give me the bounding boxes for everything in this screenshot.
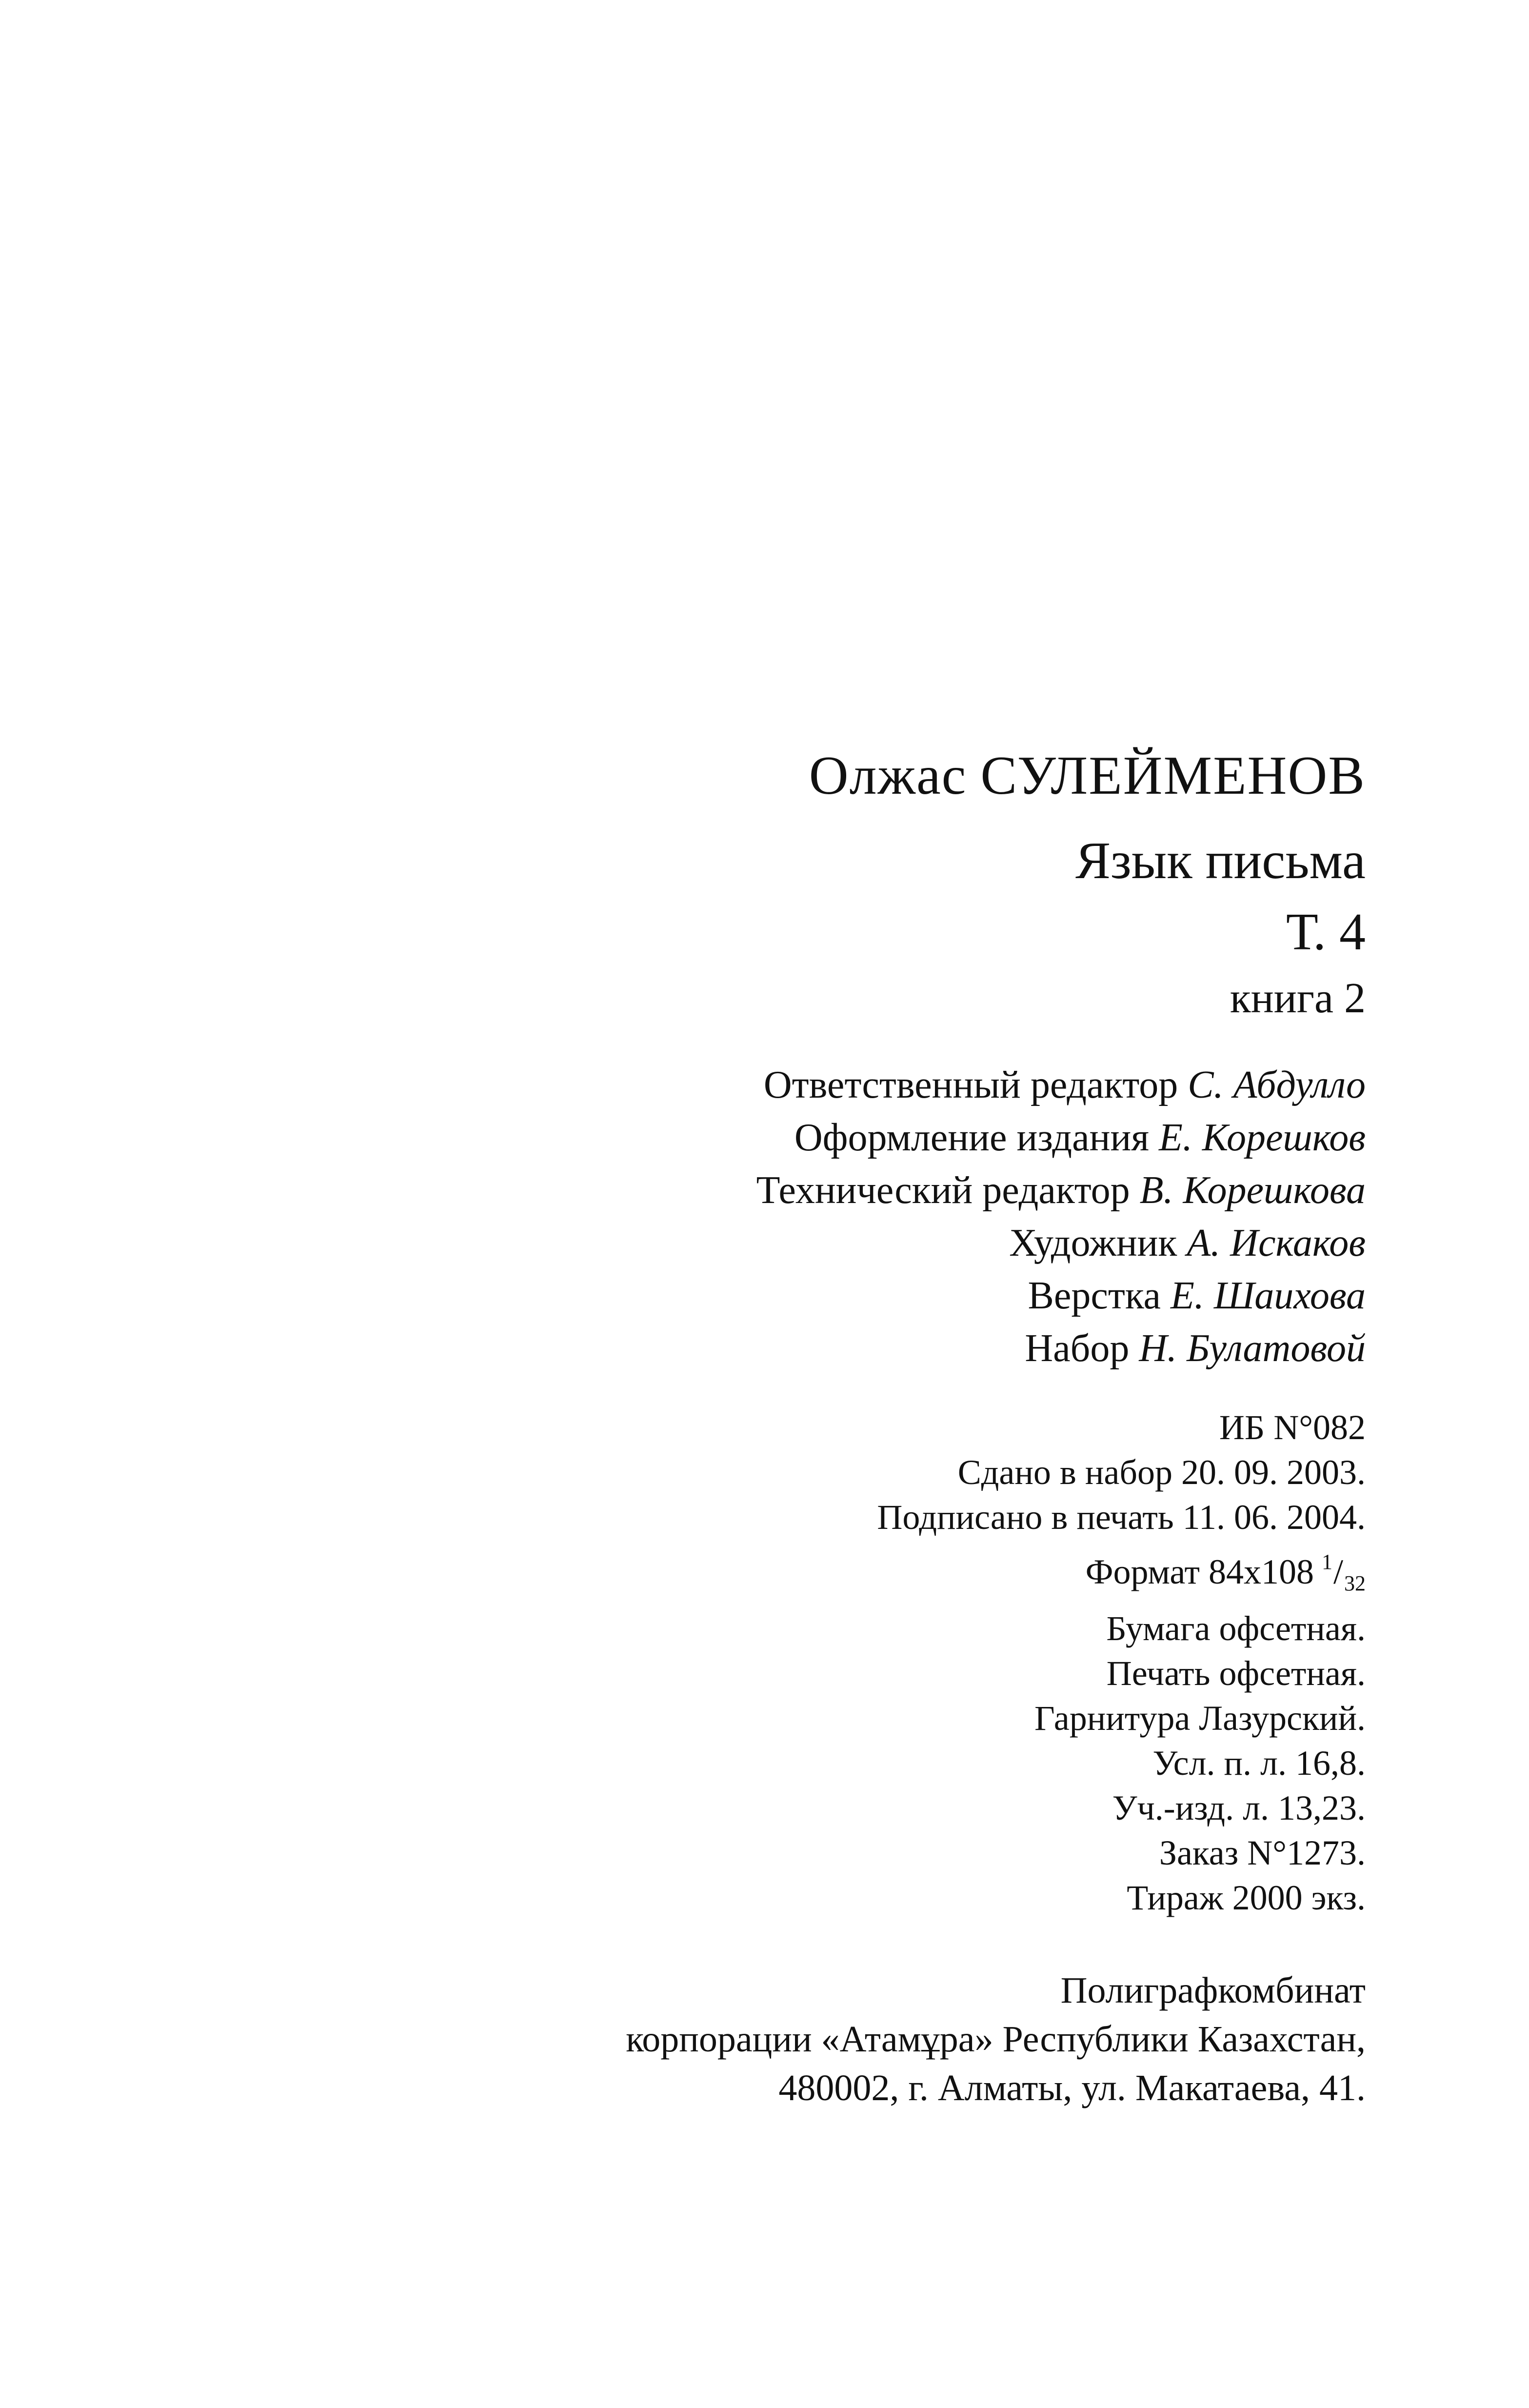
sent-to-typesetting: Сдано в набор 20. 09. 2003. [957, 1453, 1366, 1492]
credit-technical-editor [0, 1164, 1366, 1217]
credit-role: Технический редактор [756, 1169, 1130, 1212]
credit-typesetting [0, 1322, 1366, 1375]
credit-person: А. Искаков [1187, 1222, 1366, 1264]
paper: Бумага офсетная. [1106, 1609, 1366, 1648]
credit-person: Е. Шаихова [1171, 1274, 1366, 1317]
credit-person: Е. Корешков [1159, 1116, 1366, 1159]
format-fraction-slash: / [1333, 1552, 1343, 1591]
format [0, 1540, 1366, 1606]
credit-role: Оформление издания [794, 1116, 1150, 1159]
author-last-name: СУЛЕЙМЕНОВ [980, 745, 1366, 806]
format-label: Формат 84x108 [1085, 1552, 1314, 1591]
credit-person: В. Корешкова [1139, 1169, 1366, 1212]
credit-person: Н. Булатовой [1139, 1327, 1366, 1370]
book-title: Язык письма [1075, 832, 1366, 890]
order-number: Заказ N°1273. [1159, 1833, 1366, 1872]
author-name [0, 737, 1366, 815]
publisher-sheets: Уч.-изд. л. 13,23. [1112, 1788, 1366, 1827]
format-fraction-denominator: 32 [1344, 1571, 1366, 1595]
author-first-name: Олжас [809, 745, 967, 806]
printer-corporation: корпорации «Атамұра» Республики Казахстан, [626, 2019, 1366, 2060]
credit-role: Ответственный редактор [763, 1064, 1178, 1106]
title-block [0, 737, 1366, 1030]
credit-role: Художник [1009, 1222, 1177, 1264]
credits-block [0, 1059, 1366, 1375]
print-run: Тираж 2000 экз. [1127, 1878, 1366, 1917]
credit-person: С. Абдулло [1188, 1064, 1366, 1106]
signed-to-print: Подписано в печать 11. 06. 2004. [877, 1498, 1366, 1537]
printing: Печать офсетная. [1106, 1654, 1366, 1693]
printer-name: Полиграфкомбинат [1060, 1970, 1366, 2011]
typeface: Гарнитура Лазурский. [1034, 1699, 1366, 1738]
credit-layout [0, 1269, 1366, 1322]
book-number: книга 2 [1230, 975, 1366, 1022]
credit-design [0, 1111, 1366, 1164]
format-fraction-numerator: 1 [1321, 1550, 1332, 1574]
printer-address: 480002, г. Алматы, ул. Макатаева, 41. [778, 2067, 1366, 2108]
credit-role: Верстка [1028, 1274, 1161, 1317]
credit-responsible-editor [0, 1059, 1366, 1111]
ib-number: ИБ N°082 [1219, 1408, 1366, 1447]
imprint-block [0, 1405, 1366, 1920]
volume-number: Т. 4 [1286, 903, 1366, 961]
printed-sheets: Усл. п. л. 16,8. [1152, 1744, 1366, 1783]
printer-block [0, 1966, 1366, 2112]
credit-artist [0, 1217, 1366, 1269]
credit-role: Набор [1025, 1327, 1130, 1370]
